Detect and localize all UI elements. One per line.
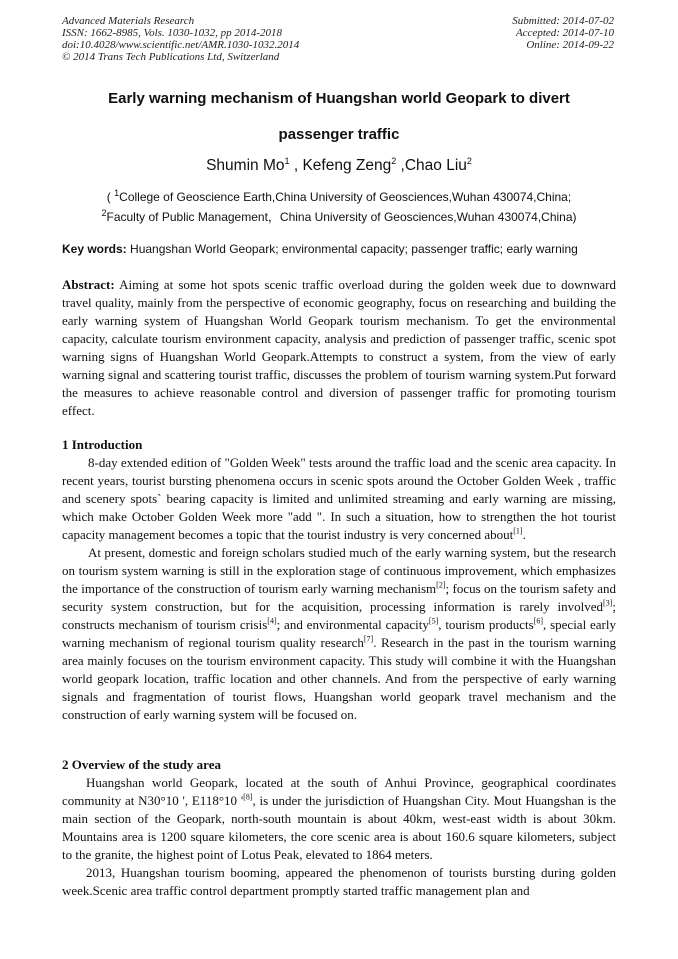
journal-copyright: © 2014 Trans Tech Publications Ltd, Switzerland xyxy=(62,51,280,63)
author-name: Shumin Mo xyxy=(206,157,285,174)
affiliation-sup: 2 xyxy=(101,208,107,218)
section-heading: 1 Introduction xyxy=(62,437,143,452)
citation[interactable]: [8] xyxy=(243,792,253,802)
paragraph: 2013, Huangshan tourism booming, appeared the phenomenon of tourists bursting during golden week.Scenic area traffic control department promptly started traffic management plan and xyxy=(62,865,616,898)
citation[interactable]: [3] xyxy=(603,598,613,608)
abstract xyxy=(62,276,616,420)
citation[interactable]: [4] xyxy=(267,616,277,626)
author-name: Chao Liu xyxy=(404,157,467,174)
journal-name: Advanced Materials Research xyxy=(62,15,195,27)
affiliation-sup: 1 xyxy=(114,188,120,198)
journal-issn: ISSN: 1662-8985, Vols. 1030-1032, pp 2014-2018 xyxy=(62,27,282,39)
section-study-area xyxy=(62,756,616,900)
online-date: Online: 2014-09-22 xyxy=(526,39,614,51)
submitted-date: Submitted: 2014-07-02 xyxy=(512,15,614,27)
keywords xyxy=(62,242,616,256)
journal-doi[interactable]: doi:10.4028/www.scientific.net/AMR.1030-1032.2014 xyxy=(62,39,300,51)
affiliation-2 xyxy=(62,208,616,225)
accepted-date: Accepted: 2014-07-10 xyxy=(515,27,614,39)
paper-title-line-2: passenger traffic xyxy=(278,126,400,143)
author-name: Kefeng Zeng xyxy=(302,157,392,174)
dates-header xyxy=(512,15,614,51)
citation[interactable]: [1] xyxy=(513,526,523,536)
abstract-text: Aiming at some hot spots scenic traffic overload during the golden week due to downward travel quality, mainly from the perspective of economic geography, focus on researching and building the early warning system of Huangshan World Geopark tourism mechanism. To get the environmental capacity, calculate tourism environment capacity, analysis and prediction of passenger traffic, scenic spot warning signs of Huangshan World Geopark.Attempts to construct a system, from the view of early warning signal and scattering tourist traffic, discusses the problem of tourism warning system.Put forward the measures to achieve reasonable control and diversion of passenger traffic for promoting tourism effect. xyxy=(62,277,616,418)
paragraph: Huangshan world Geopark, located at the south of Anhui Province, geographical coordinates community at N30°10 ', E118°10 '[8], is under the jurisdiction of Huangshan City. Mout Huangshan is the main section of the Geopark, north-south mountain is about 40km, west-east width is about 30km. Mountains area is 1200 square kilometers, the core scenic area is about 160.6 square kilometers, subject to the granite, the highest point of Lotus Peak, elevated to 1864 meters. xyxy=(62,775,616,862)
citation[interactable]: [7] xyxy=(363,634,374,644)
section-introduction xyxy=(62,436,616,724)
citation[interactable]: [6] xyxy=(533,616,543,626)
journal-header xyxy=(62,15,299,63)
author-list: Shumin Mo$^1$ , Kefeng Zeng$^2$ ,Chao Liu$^2$ xyxy=(206,155,472,174)
paragraph: 8-day extended edition of "Golden Week" tests around the traffic load and the scenic area capacity. In recent years, tourist bursting phenomena occurs in scenic spots around the October Golden Week , traffic and scenery spots` bearing capacity is limited and unlimited streaming and early warning are missing, which make October Golden Week more "add ". In such a situation, how to strengthen the hot tourist capacity management becomes a topic that the tourist industry is very concerned about[1]. xyxy=(62,455,616,542)
section-heading: 2 Overview of the study area xyxy=(62,757,221,772)
keywords-text: Huangshan World Geopark; environmental capacity; passenger traffic; early warning xyxy=(130,242,578,256)
paper-title-line-1: Early warning mechanism of Huangshan world Geopark to divert xyxy=(108,90,570,107)
author-affiliation-sup: 2 xyxy=(391,155,397,166)
affiliation-text: College of Geoscience Earth,China University of Geosciences,Wuhan 430074,China; xyxy=(119,190,572,204)
affiliation-text: Faculty of Public Management，China University of Geosciences,Wuhan 430074,China) xyxy=(106,210,577,224)
keywords-label: Key words: xyxy=(62,242,127,256)
author-affiliation-sup: 2 xyxy=(466,155,472,166)
affiliation-1: ( $^1$College of Geoscience Earth,China University of Geosciences,Wuhan 430074,China; xyxy=(106,188,572,204)
paragraph: At present, domestic and foreign scholars studied much of the early warning system, but the research on tourism system warning is still in the exploration stage of continuous improvement, which emphasizes the importance of the construction of tourism early warning mechanism[2]; focus on the tourism safety and security system construction, but for the acquisition, processing information is rarely involved[3]; constructs mechanism of tourism crisis[4]; and environmental capacity[5], tourism products[6], special early warning mechanism of regional tourism quality research[7]. Research in the past in the tourism warning area mainly focuses on the tourism environment capacity. This study will combine it with the Huangshan world geopark location, traffic location and other channels. And from the perspective of early warning signals and fragmentation of tourist flows, Huangshan world geopark travel mechanism and the construction of early warning system will be focused on. xyxy=(62,545,617,722)
citation[interactable]: [2] xyxy=(436,580,446,590)
author-affiliation-sup: 1 xyxy=(284,155,290,166)
abstract-label: Abstract: xyxy=(62,277,115,292)
citation[interactable]: [5] xyxy=(428,616,439,626)
